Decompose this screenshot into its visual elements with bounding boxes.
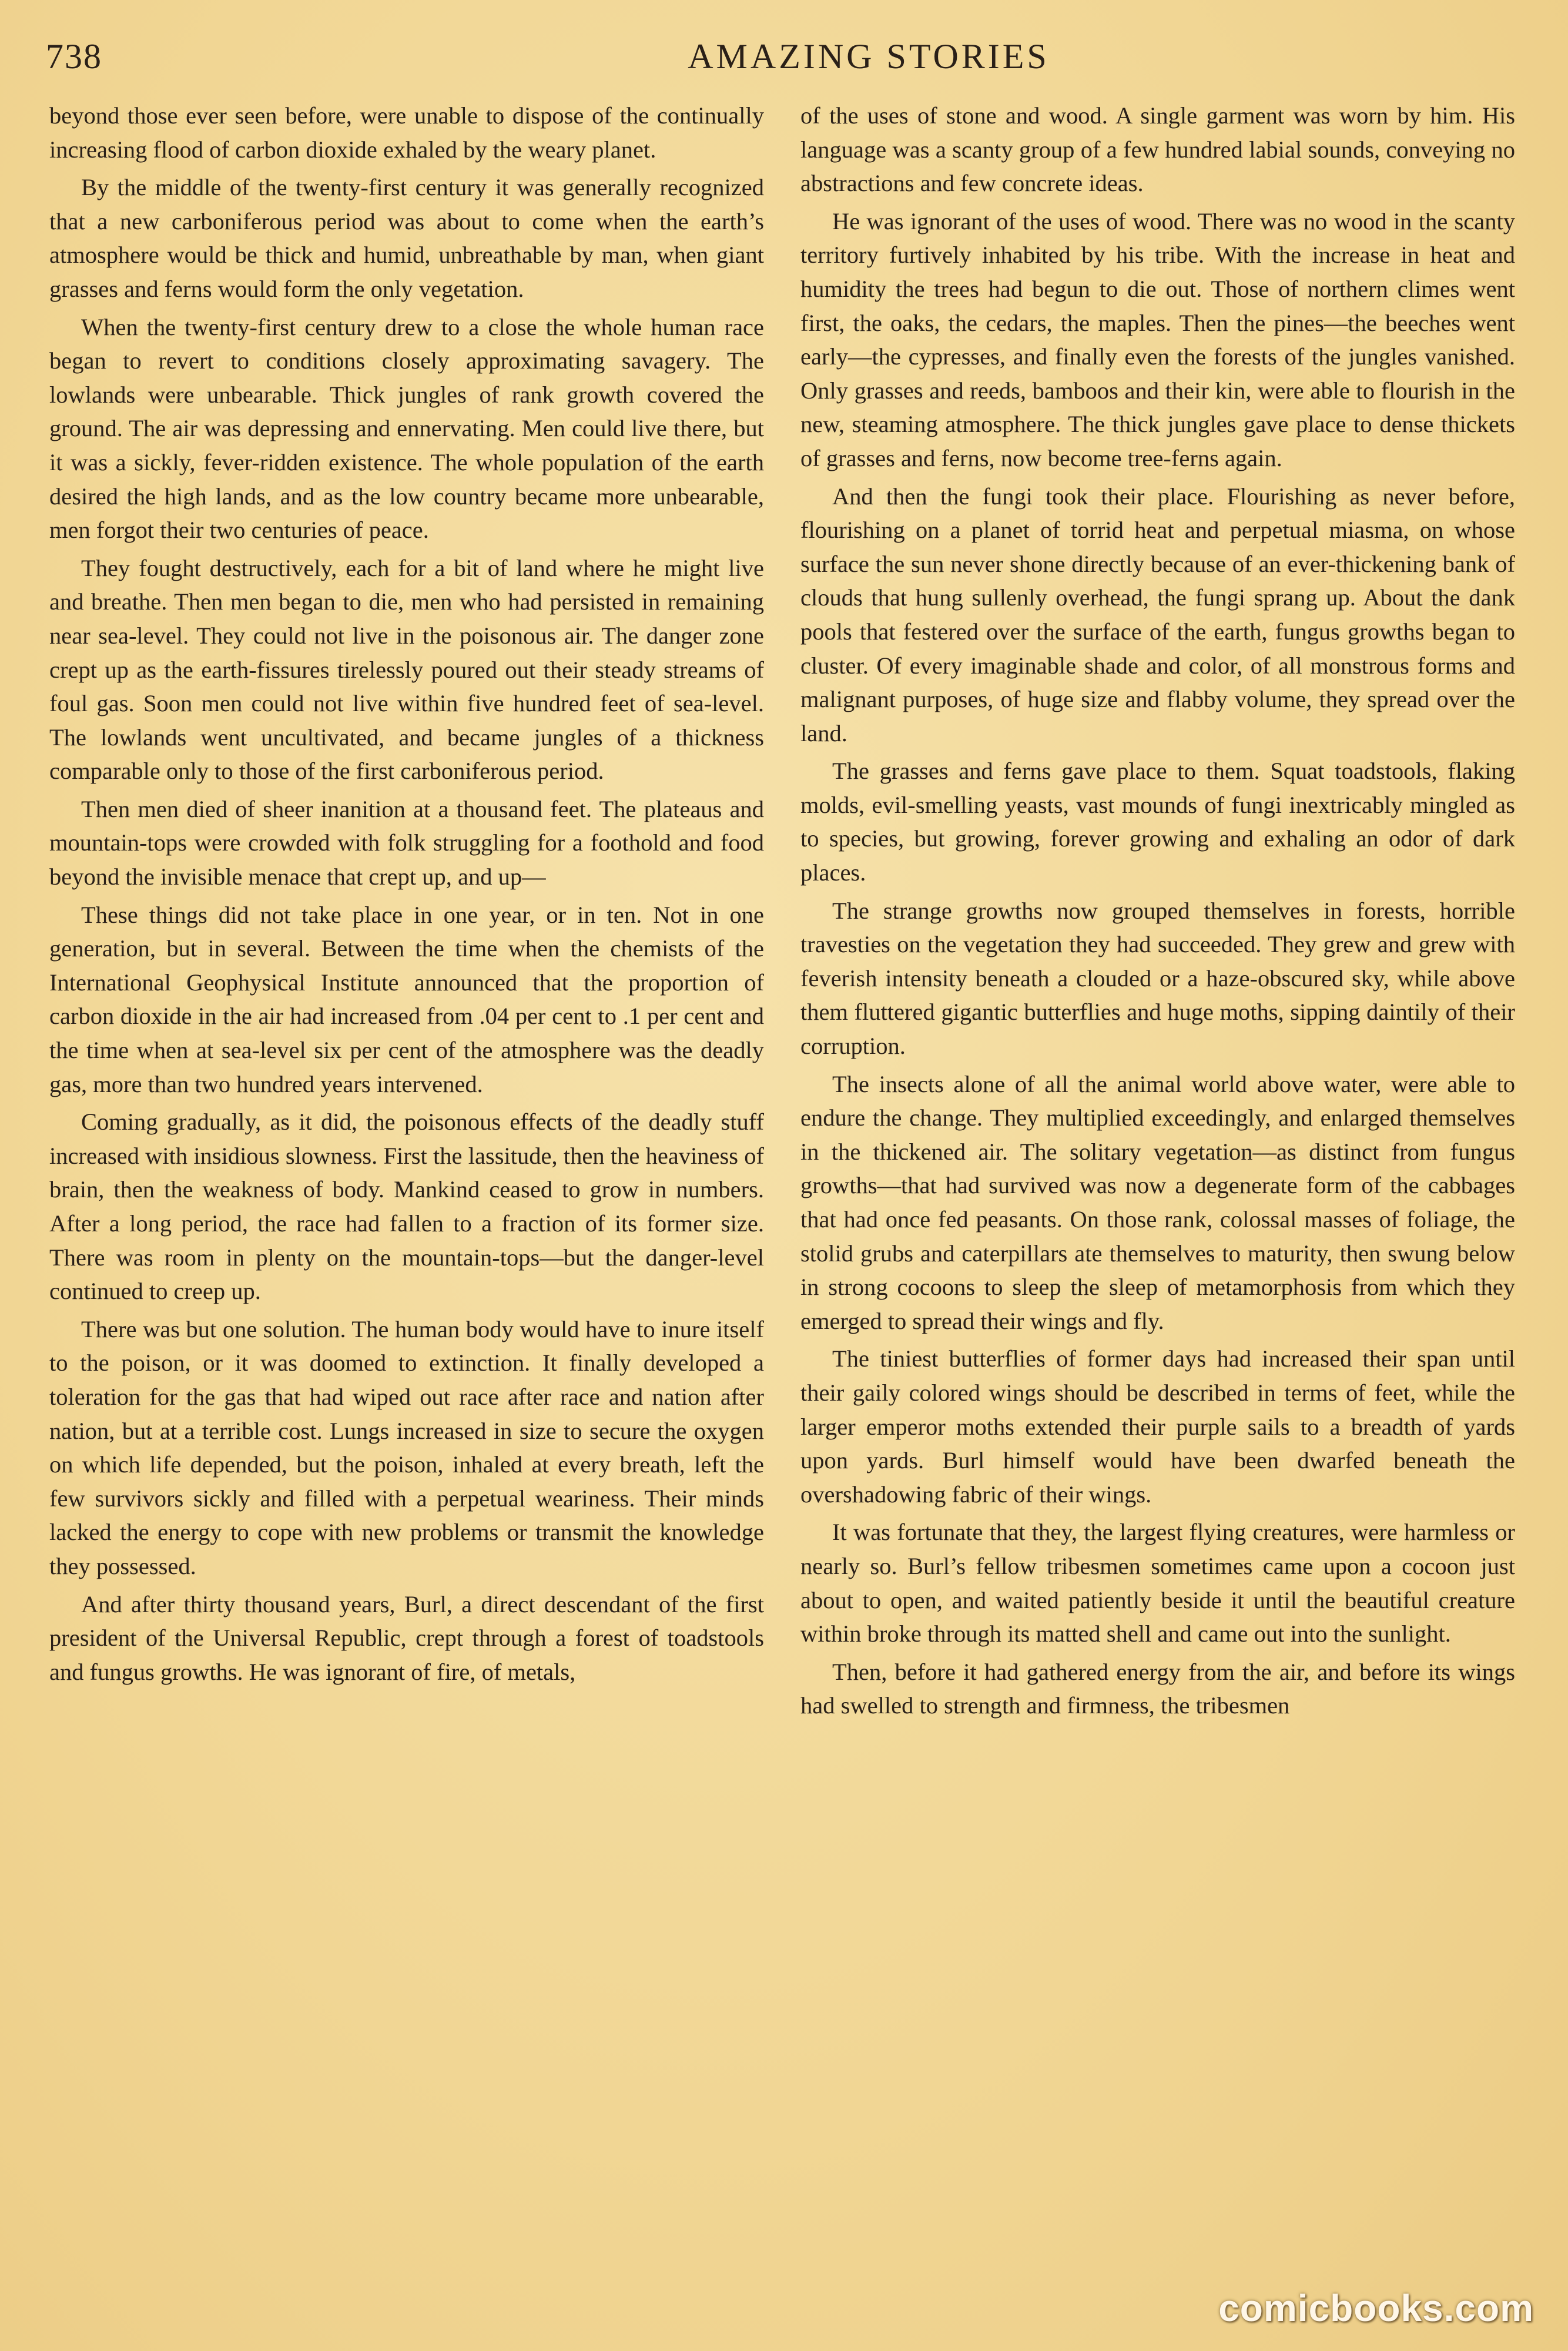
paragraph: Then men died of sheer inanition at a thousand feet. The plateaus and mountain-tops were crowded with folk struggling for a foothold and food beyond the invisible menace that crept up, and up— xyxy=(49,795,764,890)
left-column xyxy=(49,99,764,1693)
magazine-title: AMAZING STORIES xyxy=(688,37,1050,76)
paragraph: By the middle of the twenty-first century it was generally recognized that a new carboniferous period was about to come when the earth’s atmosphere would be thick and humid, unbreathable by man, when giant grasses and ferns would form the only vegetation. xyxy=(49,174,764,302)
paragraph: He was ignorant of the uses of wood. There was no wood in the scanty territory furtively inhabited by his tribe. With the increase in heat and humidity the trees had begun to die out. Those of northern climes went first, the oaks, the cedars, the maples. Then the pines—the beeches went early—the cypresses, and finally even the forests of the jungles vanished. Only grasses and reeds, bamboos and their kin, were able to flourish in the new, steaming atmosphere. The thick jungles gave place to dense thickets of grasses and ferns, now become tree-ferns again. xyxy=(800,207,1515,471)
paragraph: The insects alone of all the animal world above water, were able to endure the change. They multiplied exceedingly, and enlarged themselves in the thickened air. The solitary vegetation—as distinct from fungus growths—that had survived was now a degenerate form of the cabbages that had once fed peasants. On those rank, colossal masses of foliage, the stolid grubs and caterpillars ate themselves to maturity, then swung below in strong cocoons to sleep the sleep of metamorphosis from which they emerged to spread their wings and fly. xyxy=(800,1070,1515,1334)
paragraph: These things did not take place in one year, or in ten. Not in one generation, but in several. Between the time when the chemists of the International Geophysical Institute announced that the proportion of carbon dioxide in the air had increased from .04 per cent to .1 per cent and the time when at sea-level six per cent of the atmosphere was the deadly gas, more than two hundred years intervened. xyxy=(49,901,764,1097)
paragraph: The strange growths now grouped themselves in forests, horrible travesties on the vegetation they had succeeded. They grew and grew with feverish intensity beneath a clouded or a haze-obscured sky, while above them fluttered gigantic butterflies and huge moths, sipping daintily of their corruption. xyxy=(800,897,1515,1060)
right-column xyxy=(800,99,1515,1727)
page-number: 738 xyxy=(46,37,102,76)
paragraph: They fought destructively, each for a bit of land where he might live and breathe. Then men began to die, men who had persisted in remaining near sea-level. They could not live in the poisonous air. The danger zone crept up as the earth-fissures tirelessly poured out their steady streams of foul gas. Soon men could not live within five hundred feet of sea-level. The lowlands went uncultivated, and became jungles of a thickness comparable only to those of the first carboniferous period. xyxy=(49,554,764,785)
paragraph: The grasses and ferns gave place to them. Squat toadstools, flaking molds, evil-smelling yeasts, vast mounds of fungi inextricably mingled as to species, but growing, forever growing and exhaling an odor of dark places. xyxy=(800,758,1515,886)
paragraph: And then the fungi took their place. Flourishing as never before, flourishing on a planet of torrid heat and perpetual miasma, on whose surface the sun never shone directly because of an ever-thickening bank of clouds that hung sullenly overhead, the fungi sprang up. About the dank pools that festered over the surface of the earth, fungus growths began to cluster. Of every imaginable shade and color, of all monstrous forms and malignant purposes, of huge size and flabby volume, they spread over the land. xyxy=(800,483,1515,746)
paragraph: There was but one solution. The human body would have to inure itself to the poison, or it was doomed to extinction. It finally developed a toleration for the gas that had wiped out race after race and nation after nation, but at a terrible cost. Lungs increased in size to secure the oxygen on which life depended, but the poison, inhaled at every breath, left the few survivors sickly and filled with a perpetual weariness. Their minds lacked the energy to cope with new problems or transmit the knowledge they possessed. xyxy=(49,1315,764,1579)
watermark: comicbooks.com xyxy=(1218,2287,1534,2329)
paragraph: Then, before it had gathered energy from the air, and before its wings had swelled to strength and firmness, the tribesmen xyxy=(800,1658,1515,1719)
paragraph: When the twenty-first century drew to a close the whole human race began to revert to conditions closely approximating savagery. The lowlands were unbearable. Thick jungles of rank growth covered the ground. The air was depressing and ennervating. Men could live there, but it was a sickly, fever-ridden existence. The whole population of the earth desired the high lands, and as the low country became more unbearable, men forgot their two centuries of peace. xyxy=(49,313,764,544)
paragraph: Coming gradually, as it did, the poisonous effects of the deadly stuff increased with insidious slowness. First the lassitude, then the heaviness of brain, then the weakness of body. Mankind ceased to grow in numbers. After a long period, the race had fallen to a fraction of its former size. There was room in plenty on the mountain-tops—but the danger-level continued to creep up. xyxy=(49,1108,764,1305)
paragraph: The tiniest butterflies of former days had increased their span until their gaily colored wings should be described in terms of feet, while the larger emperor moths extended their purple sails to a breadth of yards upon yards. Burl himself would have been dwarfed beneath the overshadowing fabric of their wings. xyxy=(800,1345,1515,1508)
paragraph: of the uses of stone and wood. A single garment was worn by him. His language was a scanty group of a few hundred labial sounds, conveying no abstractions and few concrete ideas. xyxy=(800,102,1515,197)
paragraph: beyond those ever seen before, were unable to dispose of the continually increasing flood of carbon dioxide exhaled by the weary planet. xyxy=(49,102,764,163)
paragraph: And after thirty thousand years, Burl, a direct descendant of the first president of the Universal Republic, crept through a forest of toadstools and fungus growths. He was ignorant of fire, of metals, xyxy=(49,1590,764,1685)
paragraph: It was fortunate that they, the largest flying creatures, were harmless or nearly so. Burl’s fellow tribesmen sometimes came upon a cocoon just about to open, and waited patiently beside it until the beautiful creature within broke through its matted shell and came out into the sunlight. xyxy=(800,1519,1515,1647)
page-header xyxy=(46,36,1533,83)
